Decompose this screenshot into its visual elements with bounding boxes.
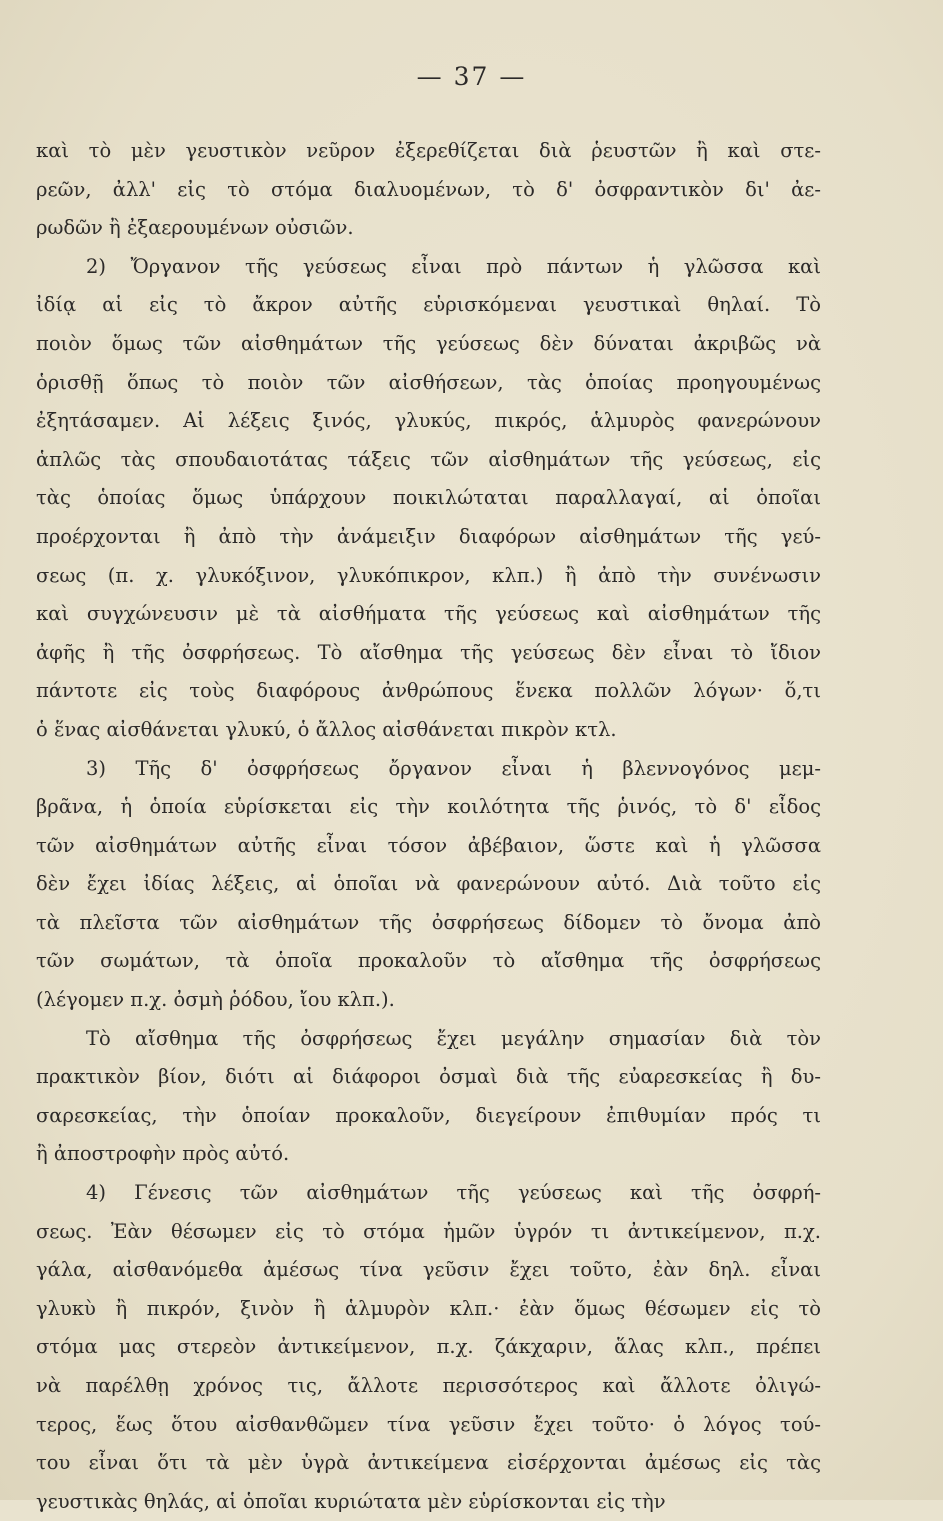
text-line: τῶν αἰσθημάτων αὐτῆς εἶναι τόσον ἀβέβαιον, ὥστε καὶ ἡ γλῶσσα xyxy=(36,833,821,857)
text-line: ρωδῶν ἢ ἐξαερουμένων οὐσιῶν. xyxy=(36,216,354,240)
text-line: γλυκὺ ἢ πικρόν, ξινὸν ἢ ἁλμυρὸν κλπ.· ἐὰν ὅμως θέσωμεν εἰς τὸ xyxy=(36,1296,821,1320)
paragraph-start-line: 4) Γένεσις τῶν αἰσθημάτων τῆς γεύσεως καὶ τῆς ὀσφρή- xyxy=(86,1181,821,1205)
text-line: ρεῶν, ἀλλ' εἰς τὸ στόμα διαλυομένων, τὸ δ' ὀσφραντικὸν δι' ἀε- xyxy=(36,177,821,201)
text-line: προέρχονται ἢ ἀπὸ τὴν ἀνάμειξιν διαφόρων αἰσθημάτων τῆς γεύ- xyxy=(36,524,821,548)
text-line: τερος, ἕως ὅτου αἰσθανθῶμεν τίνα γεῦσιν ἔχει τοῦτο· ὁ λόγος τού- xyxy=(36,1412,821,1436)
text-line: καὶ τὸ μὲν γευστικὸν νεῦρον ἐξερεθίζεται διὰ ῥευστῶν ἢ καὶ στε- xyxy=(36,139,821,162)
text-line: γάλα, αἰσθανόμεθα ἀμέσως τίνα γεῦσιν ἔχει τοῦτο, ἐὰν δηλ. εἶναι xyxy=(36,1258,821,1282)
text-line: ἁπλῶς τὰς σπουδαιοτάτας τάξεις τῶν αἰσθημάτων τῆς γεύσεως, εἰς xyxy=(36,447,821,471)
text-line: σεως. Ἐὰν θέσωμεν εἰς τὸ στόμα ἡμῶν ὑγρόν τι ἀντικείμενον, π.χ. xyxy=(36,1219,821,1243)
text-line: ὁ ἕνας αἰσθάνεται γλυκύ, ὁ ἄλλος αἰσθάνεται πικρὸν κτλ. xyxy=(36,717,617,741)
text-line: στόμα μας στερεὸν ἀντικείμενον, π.χ. ζάκχαριν, ἅλας κλπ., πρέπει xyxy=(36,1335,821,1359)
text-line: του εἶναι ὅτι τὰ μὲν ὑγρὰ ἀντικείμενα εἰσέρχονται ἀμέσως εἰς τὰς xyxy=(36,1451,821,1475)
text-line: καὶ συγχώνευσιν μὲ τὰ αἰσθήματα τῆς γεύσεως καὶ αἰσθημάτων τῆς xyxy=(36,602,821,626)
text-line: τῶν σωμάτων, τὰ ὁποῖα προκαλοῦν τὸ αἴσθημα τῆς ὀσφρήσεως xyxy=(36,949,821,973)
text-line: ἀφῆς ἢ τῆς ὀσφρήσεως. Τὸ αἴσθημα τῆς γεύσεως δὲν εἶναι τὸ ἴδιον xyxy=(36,640,821,664)
text-line: γευστικὰς θηλάς, αἱ ὁποῖαι κυριώτατα μὲν εὑρίσκονται εἰς τὴν xyxy=(36,1489,666,1513)
paragraph-start-line: Τὸ αἴσθημα τῆς ὀσφρήσεως ἔχει μεγάλην σημασίαν διὰ τὸν xyxy=(86,1026,821,1050)
text-line: πάντοτε εἰς τοὺς διαφόρους ἀνθρώπους ἕνεκα πολλῶν λόγων· ὅ,τι xyxy=(36,679,821,703)
text-line: ὁρισθῇ ὅπως τὸ ποιὸν τῶν αἰσθήσεων, τὰς ὁποίας προηγουμένως xyxy=(36,370,821,394)
text-line: τὰ πλεῖστα τῶν αἰσθημάτων τῆς ὀσφρήσεως δίδομεν τὸ ὄνομα ἀπὸ xyxy=(36,910,821,934)
text-line: (λέγομεν π.χ. ὀσμὴ ῥόδου, ἴου κλπ.). xyxy=(36,988,395,1012)
page-number: — 37 — xyxy=(416,62,527,91)
text-line: ποιὸν ὅμως τῶν αἰσθημάτων τῆς γεύσεως δὲν δύναται ἀκριβῶς νὰ xyxy=(36,331,821,355)
text-line: σεως (π. χ. γλυκόξινον, γλυκόπικρον, κλπ.) ἢ ἀπὸ τὴν συνένωσιν xyxy=(36,563,821,587)
paragraph-start-line: 3) Τῆς δ' ὀσφρήσεως ὄργανον εἶναι ἡ βλεννογόνος μεμ- xyxy=(86,756,821,780)
text-line: ἢ ἀποστροφὴν πρὸς αὐτό. xyxy=(36,1142,290,1166)
text-line: δὲν ἔχει ἰδίας λέξεις, αἱ ὁποῖαι νὰ φανερώνουν αὐτό. Διὰ τοῦτο εἰς xyxy=(36,872,821,896)
text-line: πρακτικὸν βίον, διότι αἱ διάφοροι ὀσμαὶ διὰ τῆς εὐαρεσκείας ἢ δυ- xyxy=(36,1065,821,1089)
paragraph-start-line: 2) Ὄργανον τῆς γεύσεως εἶναι πρὸ πάντων ἡ γλῶσσα καὶ xyxy=(86,254,821,278)
text-line: σαρεσκείας, τὴν ὁποίαν προκαλοῦν, διεγείρουν ἐπιθυμίαν πρός τι xyxy=(36,1103,821,1127)
text-line: τὰς ὁποίας ὅμως ὑπάρχουν ποικιλώταται παραλλαγαί, αἱ ὁποῖαι xyxy=(36,486,821,510)
text-line: ἰδίᾳ αἱ εἰς τὸ ἄκρον αὐτῆς εὑρισκόμεναι γευστικαὶ θηλαί. Τὸ xyxy=(36,293,821,317)
text-line: ἐξητάσαμεν. Αἱ λέξεις ξινός, γλυκύς, πικρός, ἁλμυρὸς φανερώνουν xyxy=(36,409,821,433)
page-body-text xyxy=(36,132,821,1521)
text-line: νὰ παρέλθῃ χρόνος τις, ἄλλοτε περισσότερος καὶ ἄλλοτε ὀλιγώ- xyxy=(36,1374,821,1397)
text-line: βρᾶνα, ἡ ὁποία εὑρίσκεται εἰς τὴν κοιλότητα τῆς ῥινός, τὸ δ' εἶδος xyxy=(36,795,821,819)
